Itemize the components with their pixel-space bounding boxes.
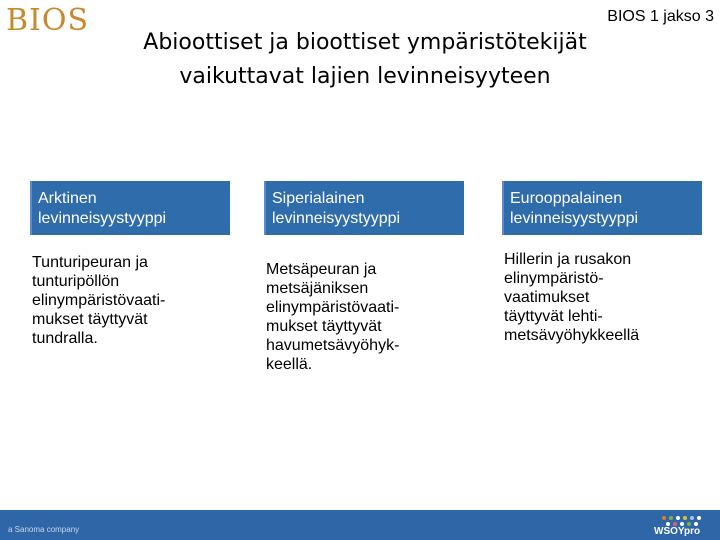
column-text-line: Hillerin ja rusakon — [504, 251, 632, 268]
column-header-line: Eurooppalainen — [510, 190, 623, 207]
column-text-line: elinympäristövaati- — [266, 299, 400, 316]
column-text-line: metsävyöhykkeellä — [504, 327, 640, 344]
slide-title — [100, 26, 630, 94]
title-line-2: vaikuttavat lajien levinneisyyteen — [179, 64, 551, 89]
column-header — [30, 181, 230, 235]
column-arctic — [30, 181, 230, 348]
column-header-line: Arktinen — [38, 190, 97, 207]
column-text-line: elinympäristövaati- — [32, 292, 166, 309]
column-text-line: keellä. — [266, 356, 313, 373]
column-text-line: vaatimukset — [504, 289, 590, 306]
column-header — [502, 181, 702, 235]
footer-bar — [0, 510, 720, 540]
column-text-line: mukset täyttyvät — [266, 318, 382, 335]
column-european — [502, 181, 702, 345]
bios-logo: BIOS — [6, 3, 90, 38]
title-line-1: Abioottiset ja bioottiset ympäristötekijät — [143, 30, 587, 55]
column-text-line: tunturipöllön — [32, 273, 120, 290]
column-header-line: levinneisyystyyppi — [510, 210, 639, 227]
column-header — [264, 181, 464, 235]
column-text-line: mukset täyttyvät — [32, 311, 148, 328]
chapter-tag: BIOS 1 jakso 3 — [607, 8, 714, 25]
column-text-line: Tunturipeuran ja — [32, 254, 148, 271]
wsoypro-logo: WSOYpro — [654, 526, 701, 537]
column-text-line: tundralla. — [32, 330, 98, 347]
column-text-line: täyttyvät lehti- — [504, 308, 603, 325]
column-header-line: Siperialainen — [272, 190, 365, 207]
column-text — [30, 253, 230, 348]
column-text-line: Metsäpeuran ja — [266, 261, 377, 278]
column-text — [264, 260, 464, 374]
column-text-line: havumetsävyöhyk- — [266, 337, 400, 354]
column-header-line: levinneisyystyyppi — [38, 210, 167, 227]
column-siberian — [264, 181, 464, 374]
column-text — [502, 250, 702, 345]
column-text-line: metsäjäniksen — [266, 280, 369, 297]
sanoma-tagline: a Sanoma company — [8, 525, 80, 534]
column-text-line: elinympäristö- — [504, 270, 604, 287]
column-header-line: levinneisyystyyppi — [272, 210, 401, 227]
